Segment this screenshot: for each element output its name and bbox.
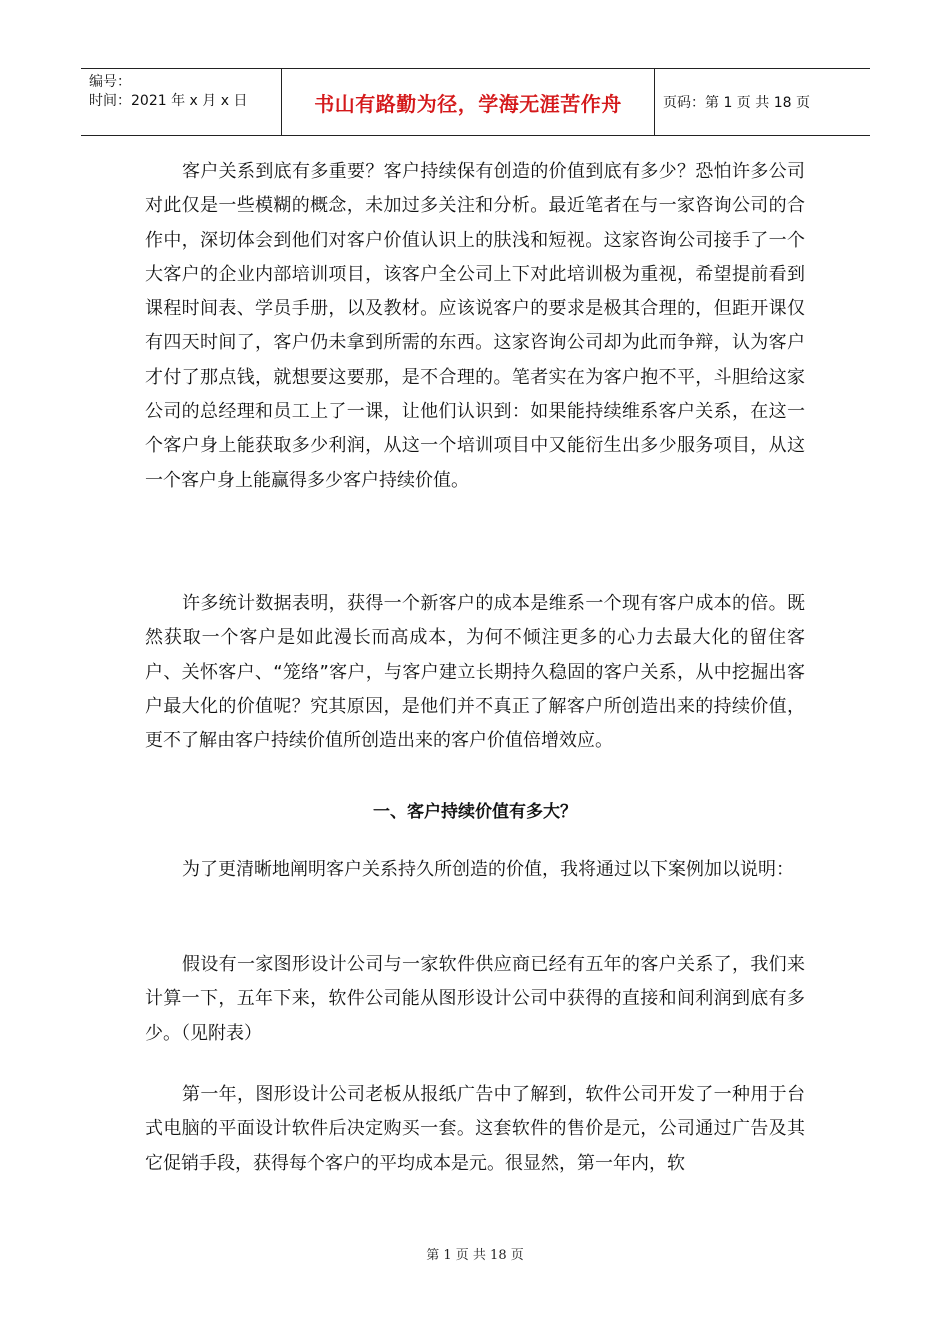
header-table: [81, 68, 870, 136]
paragraph-4: 假设有一家图形设计公司与一家软件供应商已经有五年的客户关系了，我们来计算一下，五年下来，软件公司能从图形设计公司中获得的直接和间利润到底有多少。（见附表）: [145, 954, 805, 1044]
document-number-label: 编号：: [89, 74, 131, 90]
document-date-label: 时间：2021 年 x 月 x 日: [89, 93, 248, 109]
header-motto: 书山有路勤为径，学海无涯苦作舟: [281, 69, 655, 135]
header-page-info: 页码：第 1 页 共 18 页: [663, 95, 810, 111]
paragraph-2: 许多统计数据表明，获得一个新客户的成本是维系一个现有客户成本的倍。既然获取一个客户是如此漫长而高成本，为何不倾注更多的心力去最大化的留住客户、关怀客户、“笼络”客户，与客户建立长期持久稳固的客户关系，从中挖掘出客户最大化的价值呢？究其原因，是他们并不真正了解客户所创造出来的持续价值，更不了解由客户持续价值所创造出来的客户价值倍增效应。: [145, 593, 805, 752]
page-footer: 第 1 页 共 18 页: [426, 1248, 524, 1263]
header-meta: [81, 69, 281, 135]
paragraph-3: 为了更清晰地阐明客户关系持久所创造的价值，我将通过以下案例加以说明：: [182, 859, 794, 880]
paragraph-1: 客户关系到底有多重要？客户持续保有创造的价值到底有多少？恐怕许多公司对此仅是一些模糊的概念，未加过多关注和分析。最近笔者在与一家咨询公司的合作中，深切体会到他们对客户价值认识上的肤浅和短视。这家咨询公司接手了一个大客户的企业内部培训项目，该客户全公司上下对此培训极为重视，希望提前看到课程时间表、学员手册，以及教材。应该说客户的要求是极其合理的，但距开课仅有四天时间了，客户仍未拿到所需的东西。这家咨询公司却为此而争辩，认为客户才付了那点钱，就想要这要那，是不合理的。笔者实在为客户抱不平，斗胆给这家公司的总经理和员工上了一课，让他们认识到：如果能持续维系客户关系，在这一个客户身上能获取多少利润，从这一个培训项目中又能衍生出多少服务项目，从这一个客户身上能赢得多少客户持续价值。: [145, 161, 805, 491]
paragraph-5: 第一年，图形设计公司老板从报纸广告中了解到，软件公司开发了一种用于台式电脑的平面设计软件后决定购买一套。这套软件的售价是元，公司通过广告及其它促销手段，获得每个客户的平均成本是元。很显然，第一年内，软: [145, 1084, 805, 1174]
section-heading-1: 一、客户持续价值有多大？: [373, 802, 577, 822]
